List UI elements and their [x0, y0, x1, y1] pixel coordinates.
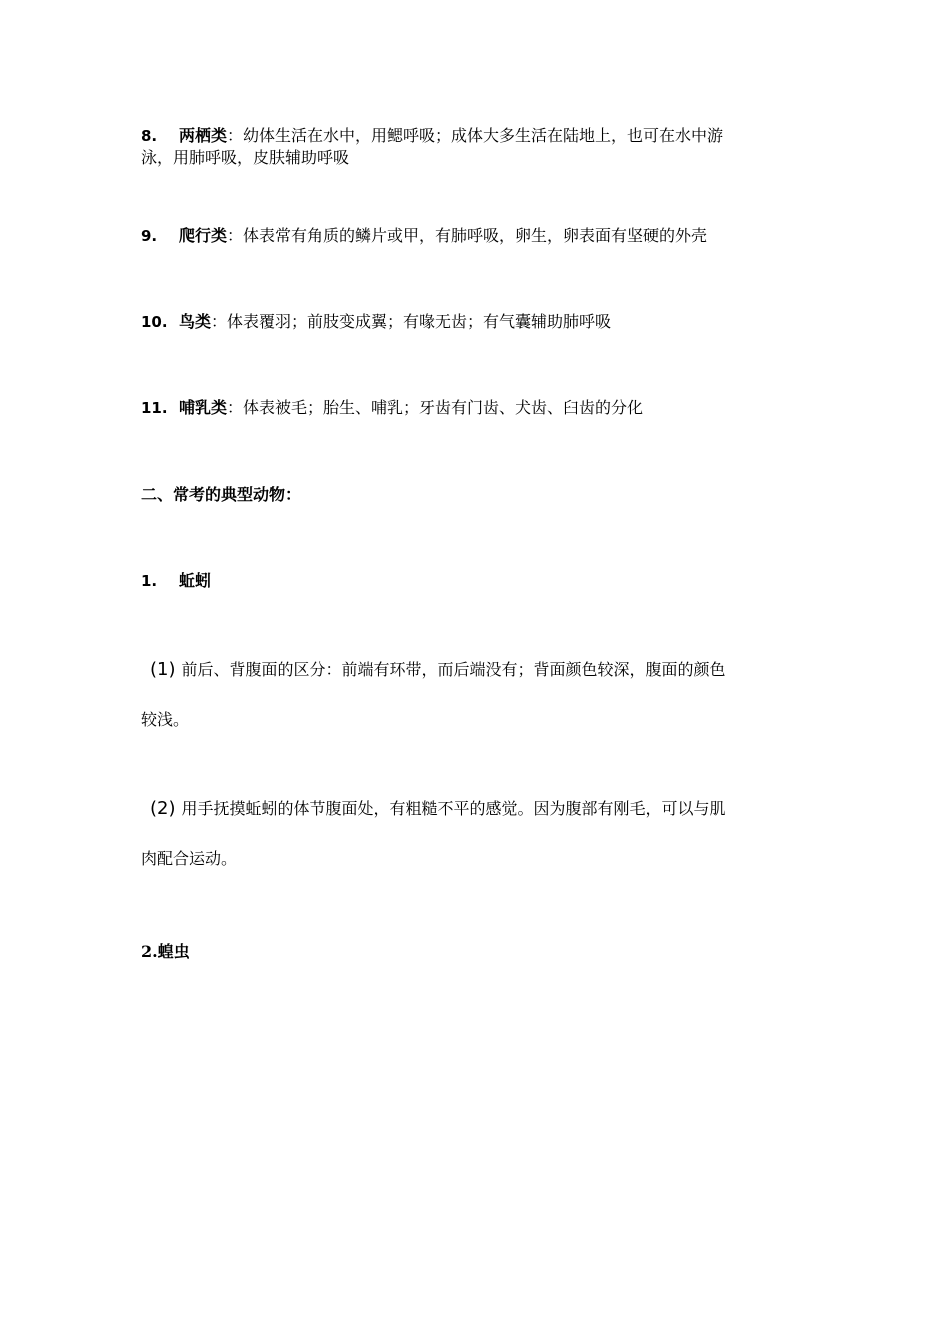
point-text: 用手抚摸蚯蚓的体节腹面处，有粗糙不平的感觉。因为腹部有刚毛，可以与肌: [181, 799, 726, 818]
point-text: 前后、背腹面的区分：前端有环带，而后端没有；背面颜色较深，腹面的颜色: [181, 660, 726, 679]
item-number: 9.: [141, 227, 158, 245]
class-description: 体表常有角质的鳞片或甲，有肺呼吸，卵生，卵表面有坚硬的外壳: [243, 226, 708, 245]
class-description: 体表覆羽；前肢变成翼；有喙无齿；有气囊辅助肺呼吸: [227, 312, 612, 331]
class-term: 两栖类: [179, 126, 228, 145]
colon: ：: [211, 312, 228, 331]
subsection-title-locust: 2.蝗虫: [141, 942, 190, 961]
section-heading: 二、常考的典型动物：: [141, 485, 302, 504]
point-text-cont: 肉配合运动。: [141, 849, 238, 868]
earthworm-point-1: [150, 659, 726, 681]
class-item-birds: [141, 311, 611, 333]
earthworm-point-1-cont: [141, 709, 189, 731]
class-description: 幼体生活在水中，用鳃呼吸；成体大多生活在陆地上，也可在水中游: [243, 126, 724, 145]
class-item-amphibians: [141, 125, 723, 147]
point-text-cont: 较浅。: [141, 710, 190, 729]
colon: ：: [227, 226, 244, 245]
item-number: 8.: [141, 127, 158, 145]
class-description: 体表被毛；胎生、哺乳；牙齿有门齿、犬齿、臼齿的分化: [243, 398, 644, 417]
item-number: 10.: [141, 313, 168, 331]
item-number: 1.: [141, 572, 158, 590]
class-item-mammals: [141, 397, 643, 419]
point-marker: (2): [150, 798, 176, 819]
class-term: 哺乳类: [179, 398, 228, 417]
class-term: 鸟类: [179, 312, 212, 331]
class-description-cont: 泳，用肺呼吸，皮肤辅助呼吸: [141, 148, 350, 167]
subsection-title-earthworm: [141, 570, 211, 592]
item-number: 11.: [141, 399, 168, 417]
colon: ：: [227, 398, 244, 417]
class-term: 爬行类: [179, 226, 228, 245]
colon: ：: [227, 126, 244, 145]
point-marker: (1): [150, 659, 176, 680]
class-item-reptiles: [141, 225, 707, 247]
earthworm-point-2: [150, 798, 726, 820]
subsection-title: 蚯蚓: [179, 571, 212, 590]
earthworm-point-2-cont: [141, 848, 237, 870]
class-item-amphibians-cont: [141, 147, 349, 169]
